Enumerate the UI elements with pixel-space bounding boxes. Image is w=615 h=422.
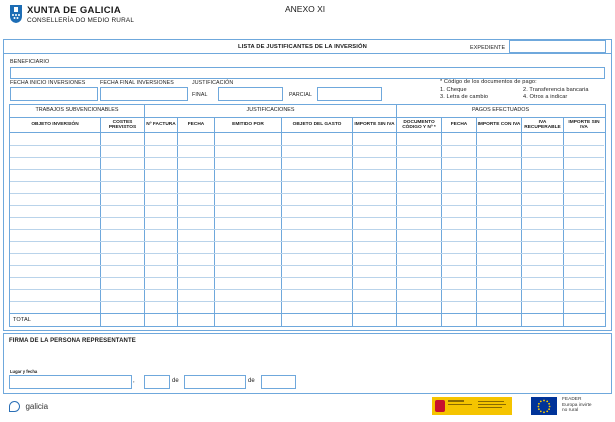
table-row[interactable] <box>10 253 604 254</box>
month-field[interactable] <box>184 375 246 389</box>
table-row[interactable] <box>10 301 604 302</box>
justifications-table <box>9 104 606 327</box>
galicia-footer-logo: galicia <box>9 398 48 416</box>
end-date-label: FECHA FINAL INVERSIONES <box>100 80 174 86</box>
col-fecha-pago: FECHA <box>450 122 468 128</box>
de-label-2: de <box>248 378 255 384</box>
payment-code-4: 4. Otros a indicar <box>523 94 568 100</box>
signature-title: FIRMA DE LA PERSONA REPRESENTANTE <box>9 338 136 344</box>
group-header-justifications: JUSTIFICACIONES <box>246 106 295 113</box>
total-label: TOTAL <box>13 317 32 323</box>
start-date-label: FECHA INICIO INVERSIONES <box>10 80 86 86</box>
table-row[interactable] <box>10 289 604 290</box>
expediente-label: EXPEDIENTE <box>470 45 506 51</box>
org-department: CONSELLERÍA DO MEDIO RURAL <box>27 17 135 24</box>
year-field[interactable] <box>261 375 296 389</box>
title-divider <box>4 53 611 54</box>
table-row[interactable] <box>10 277 604 278</box>
final-field[interactable] <box>218 87 283 101</box>
table-row[interactable] <box>10 169 604 170</box>
table-row[interactable] <box>10 157 604 158</box>
beneficiary-field[interactable] <box>10 67 605 79</box>
xunta-logo <box>9 4 23 24</box>
annex-title: ANEXO XI <box>285 4 326 14</box>
table-row[interactable] <box>10 205 604 206</box>
col-importe-sin-iva-pago: IMPORTE SIN IVA <box>568 119 600 130</box>
partial-label: PARCIAL <box>289 92 312 98</box>
comma-sep: , <box>133 378 135 384</box>
end-date-field[interactable] <box>100 87 188 101</box>
table-row[interactable] <box>10 241 604 242</box>
payment-code-1: 1. Cheque <box>440 87 467 93</box>
col-num-factura: Nº FACTURA <box>146 122 176 128</box>
table-row[interactable] <box>10 229 604 230</box>
col-importe-con-iva: IMPORTE CON IVA <box>477 122 521 128</box>
beneficiary-label: BENEFICIARIO <box>10 59 50 65</box>
group-header-payments: PAGOS EFECTUADOS <box>471 106 530 113</box>
place-field[interactable] <box>9 375 132 389</box>
eu-flag-icon <box>531 397 557 415</box>
spanish-ministry-logo <box>432 397 512 415</box>
partial-field[interactable] <box>317 87 382 101</box>
payment-code-3: 3. Letra de cambio <box>440 94 489 100</box>
final-label: FINAL <box>192 92 208 98</box>
col-objeto-gasto: OBJETO DEL GASTO <box>292 122 342 128</box>
expediente-field[interactable] <box>509 40 606 53</box>
payment-code-2: 2. Transferencia bancaria <box>523 87 589 93</box>
day-field[interactable] <box>144 375 170 389</box>
col-fecha-factura: FECHA <box>187 122 205 128</box>
start-date-field[interactable] <box>10 87 98 101</box>
col-documento-codigo: DOCUMENTO CÓDIGO Y Nº * <box>402 119 436 130</box>
table-row[interactable] <box>10 145 604 146</box>
table-row[interactable] <box>10 265 604 266</box>
col-importe-sin-iva-just: IMPORTE SIN IVA <box>354 122 395 128</box>
place-date-label: Lugar y fecha <box>10 369 38 374</box>
col-iva-recuperable: IVA RECUPERABLE <box>524 119 561 130</box>
col-costes-previstos: COSTES PREVISTOS <box>108 119 137 130</box>
table-row[interactable] <box>10 181 604 182</box>
table-row[interactable] <box>10 193 604 194</box>
eu-stars-icon <box>531 397 557 415</box>
form-title: LISTA DE JUSTIFICANTES DE LA INVERSIÓN <box>238 44 367 50</box>
de-label-1: de <box>172 378 179 384</box>
galicia-shield-icon <box>9 4 23 24</box>
col-objeto-inversion: OBJETO INVERSIÓN <box>31 122 79 128</box>
galicia-swirl-icon <box>9 401 20 412</box>
org-name: XUNTA DE GALICIA <box>27 5 121 16</box>
payment-codes-title: * Código de los documentos de pago: <box>440 79 537 85</box>
table-row[interactable] <box>10 217 604 218</box>
group-header-works: TRABAJOS SUBVENCIONABLES <box>35 106 119 113</box>
spain-coat-of-arms-icon <box>435 400 445 412</box>
justification-label: JUSTIFICACIÓN <box>192 80 234 86</box>
feader-text: FEADER Europa invirte no rural <box>562 397 592 414</box>
col-emitido-por: EMITIDO POR <box>232 122 264 128</box>
